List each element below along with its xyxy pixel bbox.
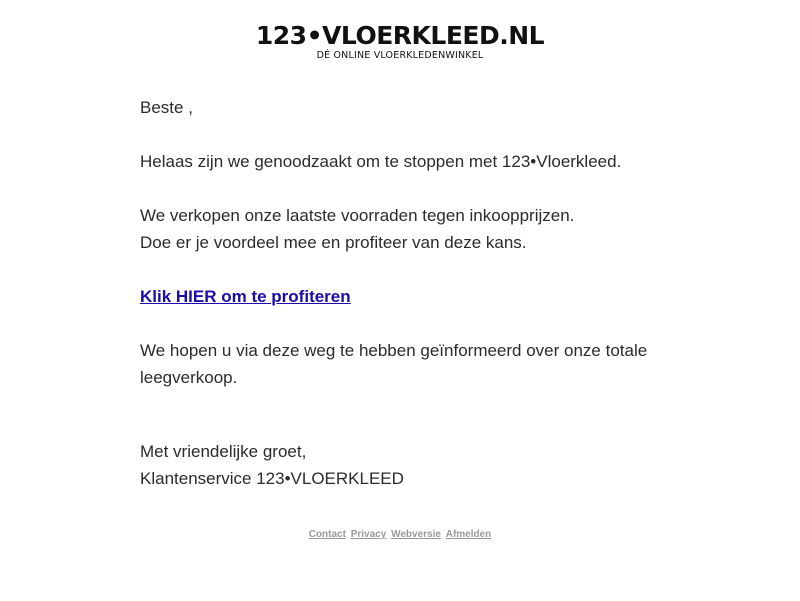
logo-tagline: DÉ ONLINE VLOERKLEDENWINKEL — [316, 50, 484, 61]
sale-text: We verkopen onze laatste voorraden tegen inkoopprijzen. — [140, 206, 575, 225]
footer-links — [0, 528, 800, 542]
announcement-text: Helaas zijn we genoodzaakt om te stoppen met 123•Vloerkleed. — [140, 152, 622, 171]
footer-link-webversion[interactable]: Webversie — [391, 529, 441, 540]
info-text: We hopen u via deze weg te hebben geïnformeerd over onze totale leegverkoop. — [140, 341, 648, 387]
logo-wordmark: 123•VLOERKLEED.NL — [255, 21, 545, 50]
greeting: Beste , — [140, 98, 193, 117]
profit-text: Doe er je voordeel mee en profiteer van deze kans. — [140, 233, 527, 252]
closing-text: Met vriendelijke groet, — [140, 442, 307, 461]
cta-link[interactable]: Klik HIER om te profiteren — [140, 287, 351, 306]
footer-link-contact[interactable]: Contact — [308, 529, 346, 540]
brand-logo[interactable] — [0, 22, 800, 62]
signature-text: Klantenservice 123•VLOERKLEED — [140, 469, 404, 488]
footer-link-unsubscribe[interactable]: Afmelden — [445, 529, 492, 540]
footer-link-privacy[interactable]: Privacy — [350, 529, 387, 540]
email-body — [140, 94, 660, 492]
